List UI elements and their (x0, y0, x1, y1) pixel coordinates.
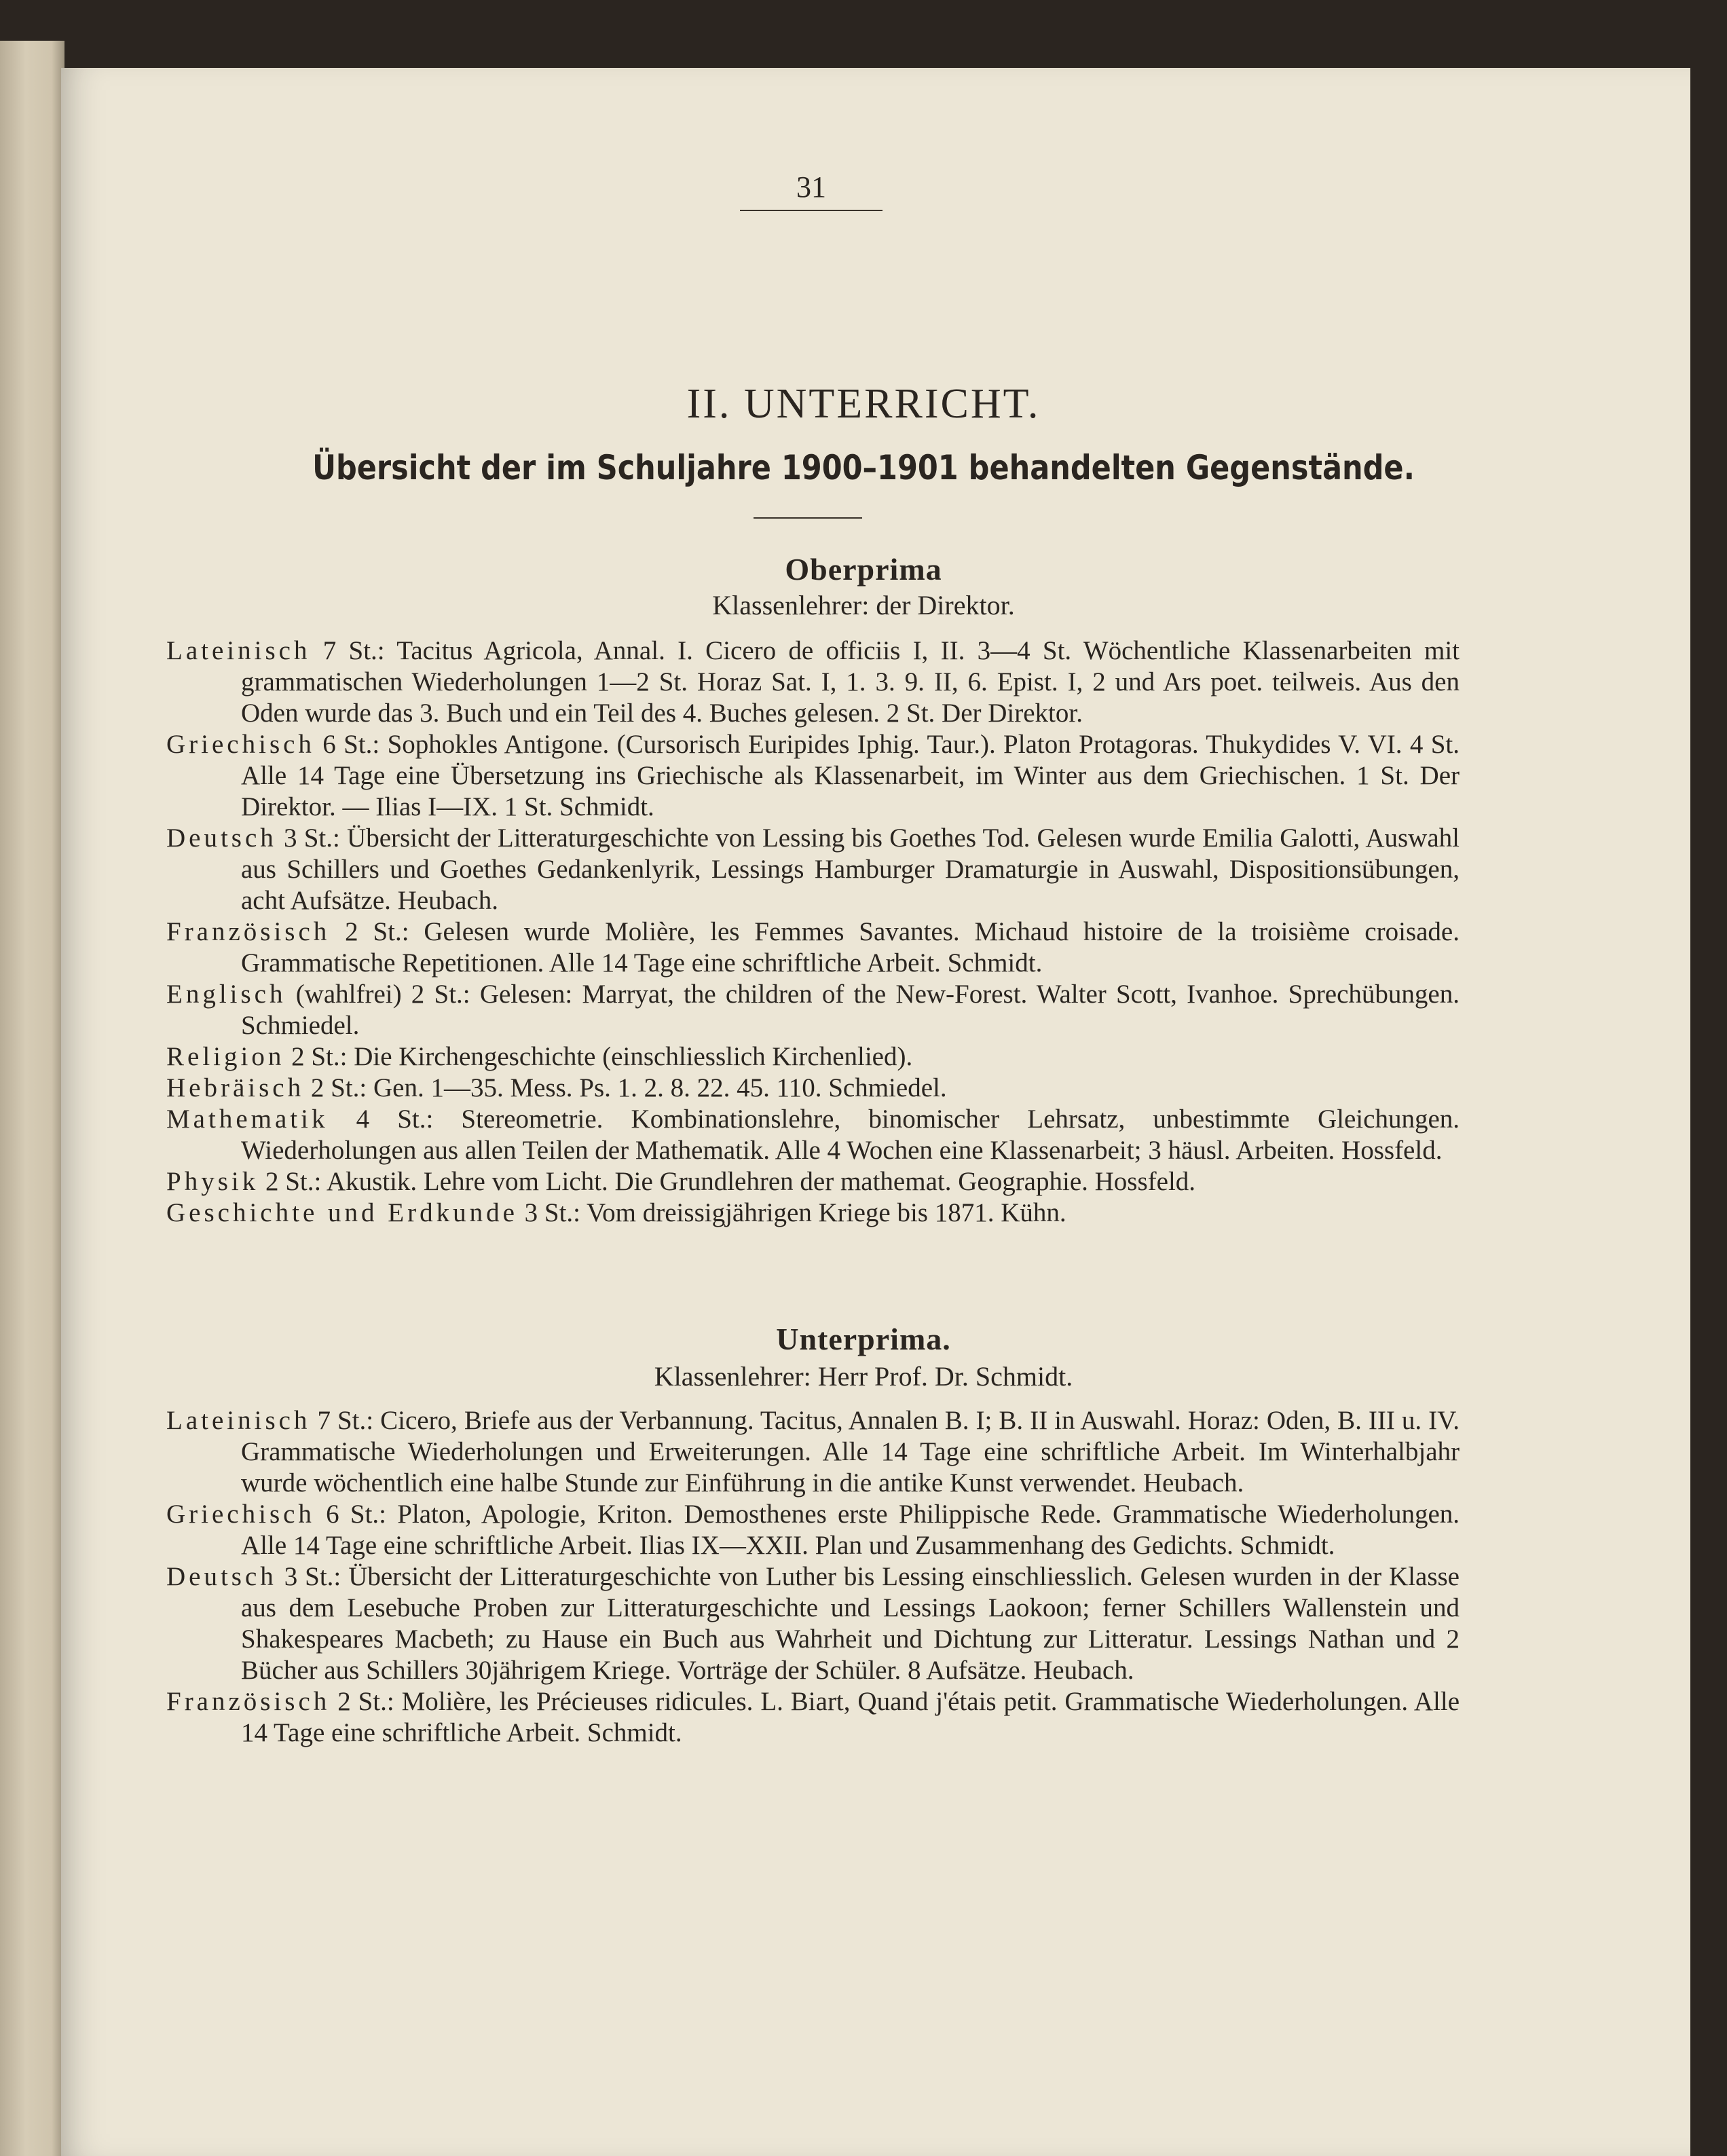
section-title-unterprima: Unterprima. (776, 1322, 951, 1356)
title-divider (754, 517, 862, 519)
entry-deutsch (166, 823, 1460, 916)
entry-text: 2 St.: Gen. 1—35. Mess. Ps. 1. 2. 8. 22. 45. 110. Schmiedel. (304, 1073, 947, 1102)
entry-griechisch (166, 1499, 1460, 1561)
subject-list-unterprima (166, 1405, 1460, 1749)
subject-name: Englisch (166, 980, 286, 1009)
entry-text: (wahlfrei) 2 St.: Gelesen: Marryat, the children of the New-Forest. Walter Scott, Ivanhoe. Sprechübungen. Schmiedel. (241, 980, 1460, 1040)
chapter-title: II. UNTERRICHT. (686, 381, 1041, 427)
entry-text: 3 St.: Übersicht der Litteraturgeschichte von Luther bis Lessing einschliesslich. Gelesen wurden in der Klasse aus dem Lesebuche Proben zur Litteraturgeschichte und Lessings Laokoon; ferner Schillers Wallenstein und Shakespeares Macbeth; zu Hause ein Buch aus Wahrheit und Dichtung zur Litteratur. Lessings Nathan und 2 Bücher aus Schillers 30jährigem Kriege. Vorträge der Schüler. 8 Aufsätze. Heubach. (241, 1562, 1460, 1685)
overview-title: Übersicht der im Schuljahre 1900–1901 behandelten Gegenstände. (312, 448, 1415, 487)
entry-text: 3 St.: Übersicht der Litteraturgeschichte von Lessing bis Goethes Tod. Gelesen wurde Emilia Galotti, Auswahl aus Schillers und Goethes Gedankenlyrik, Lessings Hamburger Dramaturgie in Auswahl, Dispositionsübungen, acht Aufsätze. Heubach. (241, 823, 1460, 915)
subject-name: Griechisch (166, 730, 315, 759)
entry-mathematik (166, 1104, 1460, 1166)
entry-text: 2 St.: Gelesen wurde Molière, les Femmes Savantes. Michaud histoire de la troisième croisade. Grammatische Repetitionen. Alle 14 Tage eine schriftliche Arbeit. Schmidt. (241, 917, 1460, 978)
subject-name: Französisch (166, 1687, 331, 1716)
subject-name: Lateinisch (166, 1406, 311, 1435)
entry-geschichte-erdkunde (166, 1197, 1460, 1229)
entry-griechisch (166, 729, 1460, 823)
section-teacher-unterprima: Klassenlehrer: Herr Prof. Dr. Schmidt. (654, 1361, 1073, 1392)
entry-text: 4 St.: Stereometrie. Kombinationslehre, binomischer Lehrsatz, unbestimmte Gleichungen. Wiederholungen aus allen Teilen der Mathematik. Alle 4 Wochen eine Klassenarbeit; 3 häusl. Arbeiten. Hossfeld. (241, 1104, 1460, 1165)
entry-englisch (166, 979, 1460, 1041)
entry-franzoesisch (166, 916, 1460, 979)
book-spine-edge (0, 41, 64, 2156)
entry-text: 2 St.: Molière, les Précieuses ridicules. L. Biart, Quand j'étais petit. Grammatische Wiederholungen. Alle 14 Tage eine schriftliche Arbeit. Schmidt. (241, 1687, 1460, 1747)
entry-text: 6 St.: Platon, Apologie, Kriton. Demosthenes erste Philippische Rede. Grammatische Wiederholungen. Alle 14 Tage eine schriftliche Arbeit. Ilias IX—XXII. Plan und Zusammenhang des Gedichts. Schmidt. (241, 1500, 1460, 1560)
subject-name: Geschichte und Erdkunde (166, 1198, 518, 1227)
entry-franzoesisch (166, 1686, 1460, 1749)
subject-name: Physik (166, 1167, 259, 1196)
entry-religion (166, 1041, 1460, 1073)
subject-name: Lateinisch (166, 636, 311, 665)
entry-lateinisch (166, 635, 1460, 729)
subject-name: Deutsch (166, 823, 277, 853)
page-number: 31 (740, 170, 883, 211)
entry-deutsch (166, 1561, 1460, 1686)
entry-physik (166, 1166, 1460, 1197)
entry-text: 6 St.: Sophokles Antigone. (Cursorisch Euripides Iphig. Taur.). Platon Protagoras. Thukydides V. VI. 4 St. Alle 14 Tage eine Übersetzung ins Griechische als Klassenarbeit, im Winter aus dem Griechischen. 1 St. Der Direktor. — Ilias I—IX. 1 St. Schmidt. (241, 730, 1460, 821)
entry-text: 7 St.: Tacitus Agricola, Annal. I. Cicero de officiis I, II. 3—4 St. Wöchentliche Klassenarbeiten mit grammatischen Wiederholungen 1—2 St. Horaz Sat. I, 1. 3. 9. II, 6. Epist. I, 2 und Ars poet. teilweis. Aus den Oden wurde das 3. Buch und ein Teil des 4. Buches gelesen. 2 St. Der Direktor. (241, 636, 1460, 728)
entry-text: 2 St.: Akustik. Lehre vom Licht. Die Grundlehren der mathemat. Geographie. Hossfeld. (259, 1167, 1196, 1196)
section-title-oberprima: Oberprima (785, 552, 942, 587)
subject-name: Hebräisch (166, 1073, 305, 1102)
entry-text: 7 St.: Cicero, Briefe aus der Verbannung. Tacitus, Annalen B. I; B. II in Auswahl. Horaz: Oden, B. III u. IV. Grammatische Wiederholungen und Erweiterungen. Alle 14 Tage eine schriftliche Arbeit. Im Winterhalbjahr wurde wöchentlich eine halbe Stunde zur Einführung in die antike Kunst verwendet. Heubach. (241, 1406, 1460, 1498)
subject-name: Französisch (166, 917, 331, 946)
entry-text: 2 St.: Die Kirchengeschichte (einschliesslich Kirchenlied). (284, 1042, 913, 1071)
entry-hebraeisch (166, 1073, 1460, 1104)
subject-list-oberprima (166, 635, 1460, 1229)
subject-name: Griechisch (166, 1500, 315, 1529)
subject-name: Mathematik (166, 1104, 329, 1134)
subject-name: Religion (166, 1042, 285, 1071)
section-teacher-oberprima: Klassenlehrer: der Direktor. (712, 590, 1015, 620)
entry-text: 3 St.: Vom dreissigjährigen Kriege bis 1871. Kühn. (517, 1198, 1066, 1227)
entry-lateinisch (166, 1405, 1460, 1499)
subject-name: Deutsch (166, 1562, 277, 1591)
